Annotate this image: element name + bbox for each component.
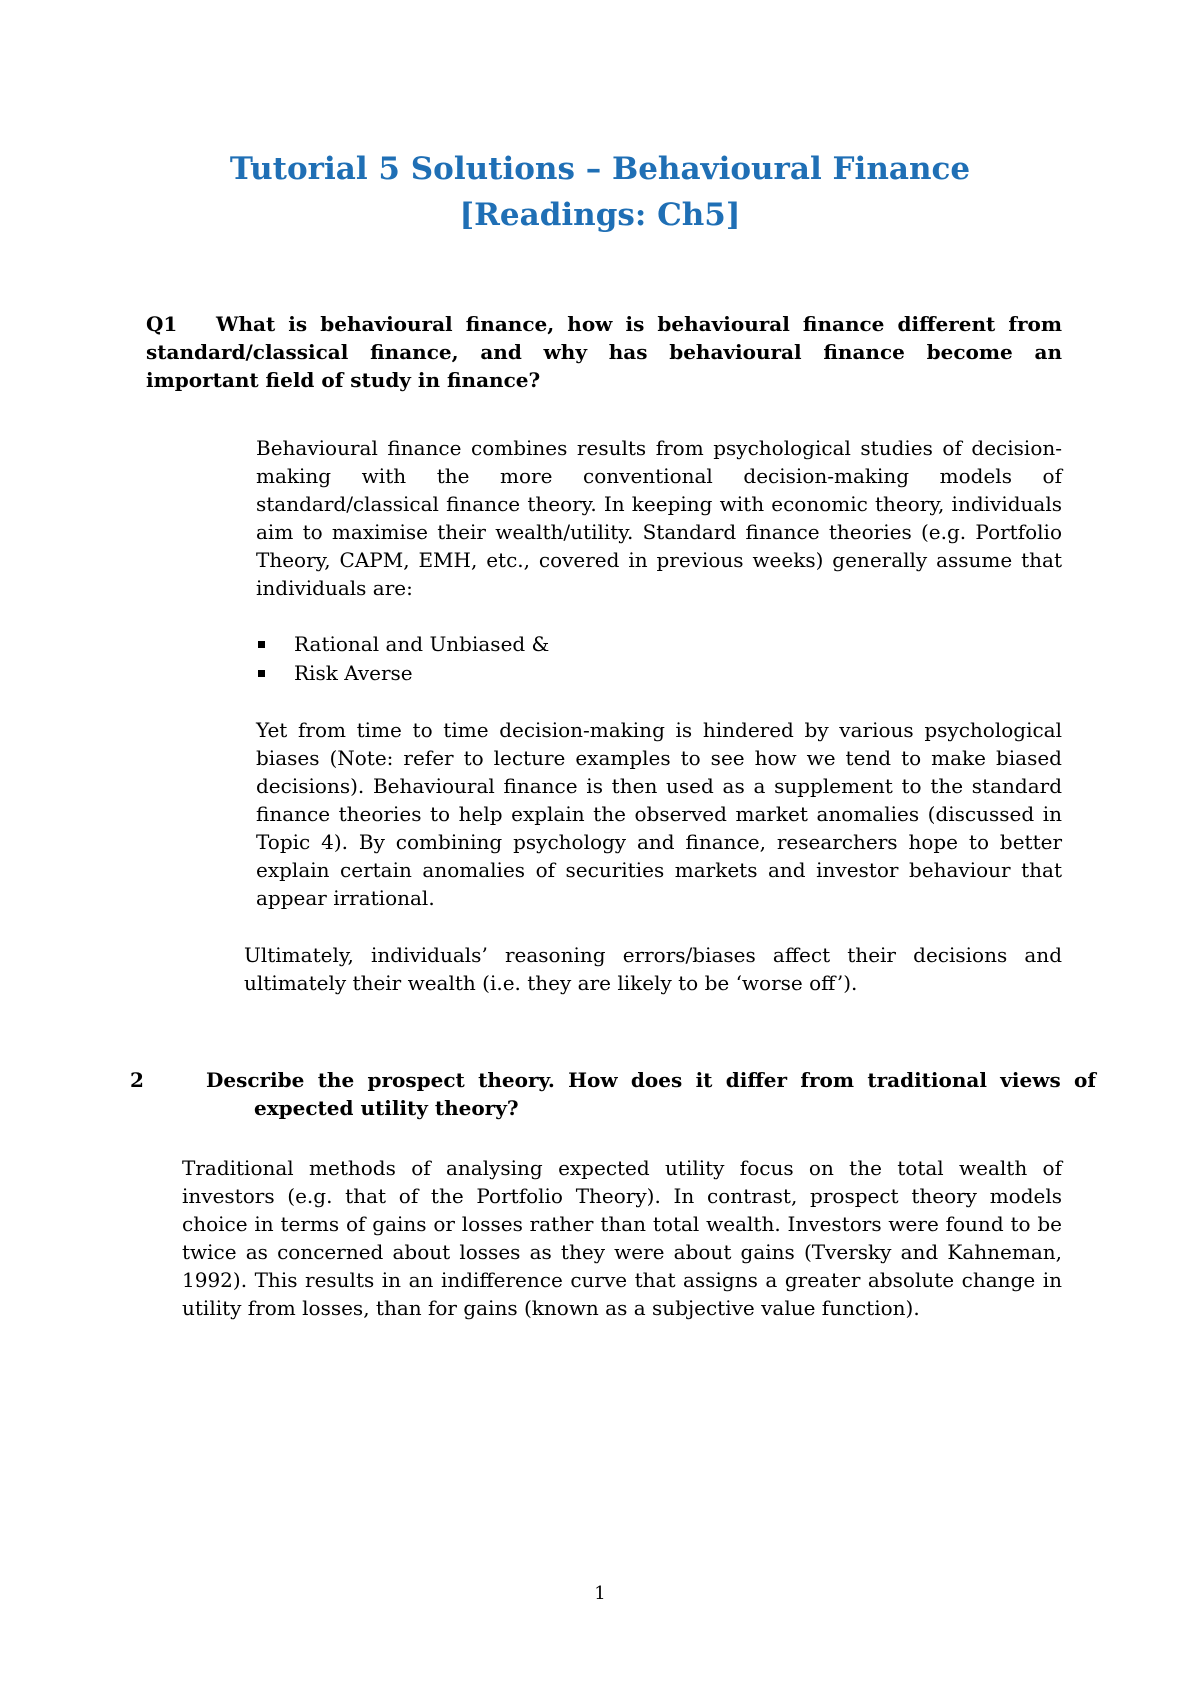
list-item-text: Risk Averse <box>294 661 413 685</box>
question-1-number: Q1 <box>146 312 178 336</box>
q2-answer: Traditional methods of analysing expected utility focus on the total wealth of investors (e.g. that of the Portfolio Theory). In contrast, prospect theory models choice in terms of gains or losses rather than total wealth. Investors were found to be twice as concerned about losses as they were about gains (Tversky and Kahneman, 1992). This results in an indifference curve that assigns a greater absolute change in utility from losses, than for gains (known as a subjective value function). <box>182 1156 1062 1320</box>
q1-answer-conclusion: Ultimately, individuals’ reasoning errors/biases affect their decisions and ultimately their wealth (i.e. they are likely to be ‘worse off’). <box>244 943 1062 995</box>
question-2-line-1: Describe the prospect theory. How does it differ from traditional views of <box>206 1068 1096 1092</box>
list-item <box>256 630 1062 659</box>
square-bullet-icon <box>258 670 265 677</box>
list-item-text: Rational and Unbiased & <box>294 632 550 656</box>
title-line-2: [Readings: Ch5] <box>459 197 741 233</box>
page-number: 1 <box>594 1583 606 1604</box>
question-1 <box>146 310 1062 394</box>
question-2 <box>206 1066 1096 1122</box>
question-1-text: What is behavioural finance, how is behavioural finance different from standard/classical finance, and why has behavioural finance become an important field of study in finance? <box>146 312 1062 392</box>
question-2-number: 2 <box>130 1068 144 1092</box>
question-2-line-2: expected utility theory? <box>254 1096 519 1120</box>
page-title <box>0 146 1200 238</box>
q1-answer-intro: Behavioural finance combines results from psychological studies of decision-making with the more conventional decision-making models of standard/classical finance theory. In keeping with economic theory, individuals aim to maximise their wealth/utility. Standard finance theories (e.g. Portfolio Theory, CAPM, EMH, etc., covered in previous weeks) generally assume that individuals are: <box>256 436 1062 600</box>
assumption-list <box>256 630 1062 688</box>
square-bullet-icon <box>258 641 265 648</box>
q1-answer-body: Yet from time to time decision-making is hindered by various psychological biases (Note: refer to lecture examples to see how we tend to make biased decisions). Behavioural finance is then used as a supplement to the standard finance theories to help explain the observed market anomalies (discussed in Topic 4). By combining psychology and finance, researchers hope to better explain certain anomalies of securities markets and investor behaviour that appear irrational. <box>256 718 1062 910</box>
list-item <box>256 659 1062 688</box>
title-line-1: Tutorial 5 Solutions – Behavioural Finance <box>229 151 971 187</box>
